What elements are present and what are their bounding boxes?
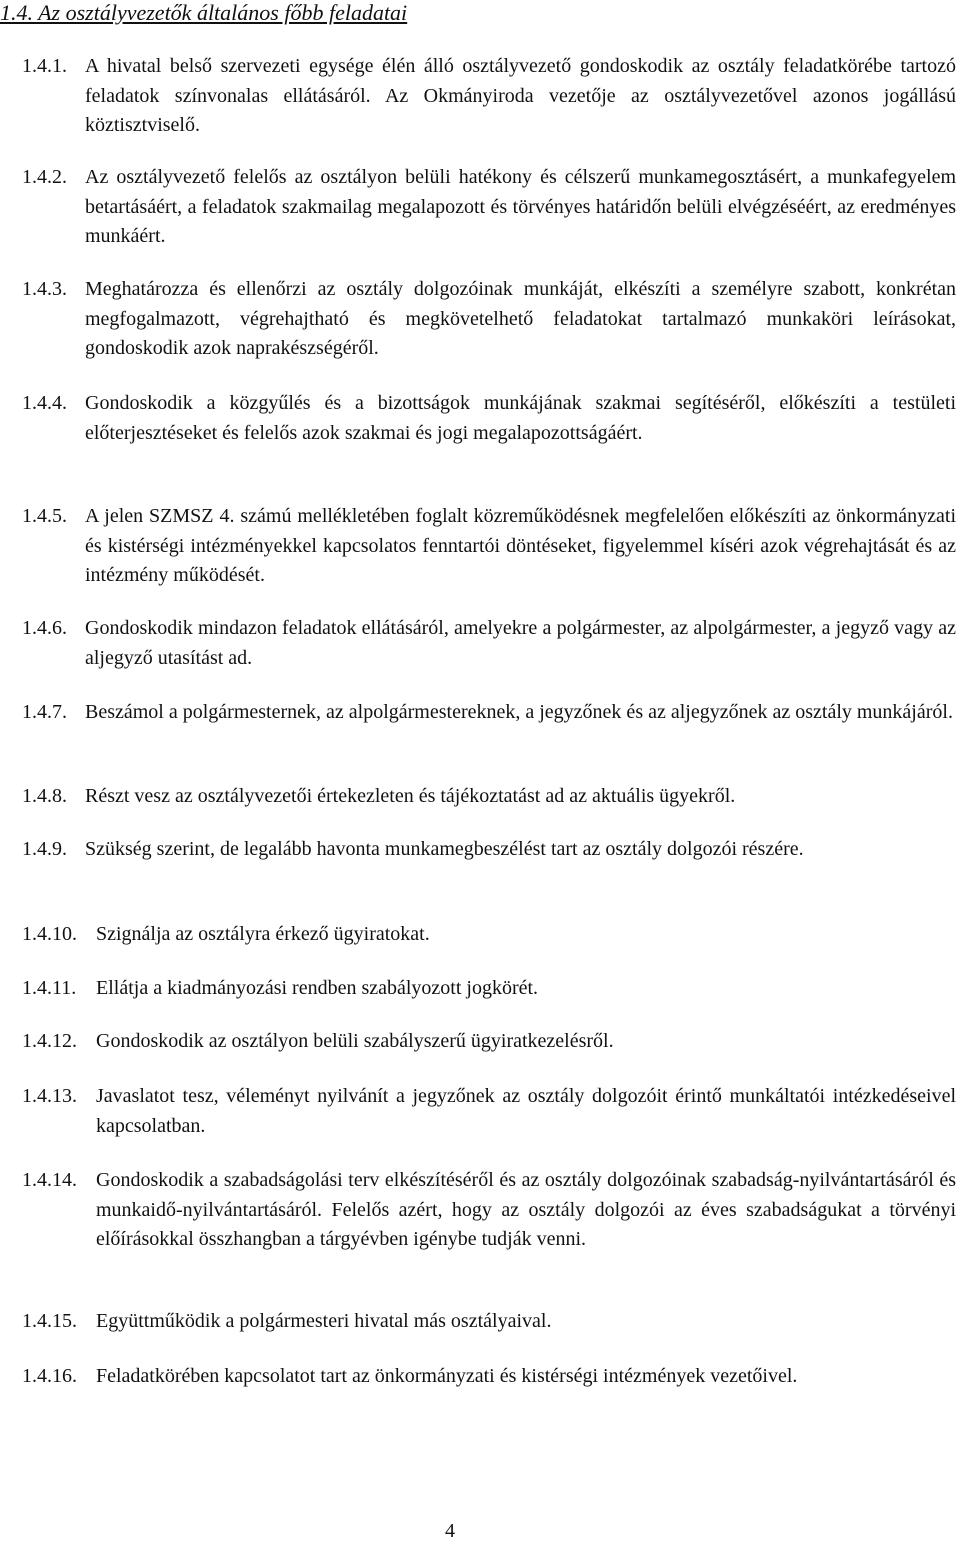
item-number: 1.4.15. xyxy=(22,1310,77,1332)
page-number: 4 xyxy=(445,1520,455,1542)
item-text: Gondoskodik az osztályon belüli szabályszerű ügyiratkezelésről. xyxy=(96,1030,614,1052)
item-number: 1.4.16. xyxy=(22,1365,77,1387)
item-number: 1.4.5. xyxy=(22,505,67,527)
list-item-1-4-14 xyxy=(22,1166,956,1255)
list-item-1-4-15 xyxy=(22,1307,956,1337)
list-item-1-4-16 xyxy=(22,1362,956,1392)
item-text: Szignálja az osztályra érkező ügyiratokat. xyxy=(96,923,430,945)
list-item-1-4-1 xyxy=(22,52,956,141)
item-number: 1.4.1. xyxy=(22,55,67,77)
item-number: 1.4.14. xyxy=(22,1169,77,1191)
list-item-1-4-10 xyxy=(22,920,956,950)
item-text: Beszámol a polgármesternek, az alpolgármestereknek, a jegyzőnek és az aljegyzőnek az osztály munkájáról. xyxy=(85,701,953,723)
item-text: Gondoskodik mindazon feladatok ellátásáról, amelyekre a polgármester, az alpolgármester, a jegyző vagy az aljegyző utasítást ad. xyxy=(85,617,956,669)
list-item-1-4-3 xyxy=(22,275,956,364)
list-item-1-4-9 xyxy=(22,835,956,865)
item-number: 1.4.10. xyxy=(22,923,77,945)
item-number: 1.4.2. xyxy=(22,166,67,188)
item-number: 1.4.6. xyxy=(22,617,67,639)
list-item-1-4-5 xyxy=(22,502,956,591)
item-text: Együttműködik a polgármesteri hivatal más osztályaival. xyxy=(96,1310,552,1332)
item-text: Az osztályvezető felelős az osztályon belüli hatékony és célszerű munkamegosztásért, a munkafegyelem betartásáért, a feladatok szakmailag megalapozott és törvényes határidőn belüli elvégzéséért, az eredményes munkáért. xyxy=(85,166,956,248)
item-text: Feladatkörében kapcsolatot tart az önkormányzati és kistérségi intézmények vezetőivel. xyxy=(96,1365,798,1387)
item-text: A jelen SZMSZ 4. számú mellékletében foglalt közreműködésnek megfelelően előkészíti az önkormányzati és kistérségi intézményekkel kapcsolatos fenntartói döntéseket, figyelemmel kíséri azok végrehajtását és az intézmény működését. xyxy=(85,505,956,587)
item-text: Javaslatot tesz, véleményt nyilvánít a jegyzőnek az osztály dolgozóit érintő munkáltatói intézkedéseivel kapcsolatban. xyxy=(96,1085,956,1137)
list-item-1-4-7 xyxy=(22,698,956,728)
list-item-1-4-4 xyxy=(22,389,956,448)
item-number: 1.4.8. xyxy=(22,785,67,807)
item-text: Gondoskodik a szabadságolási terv elkészítéséről és az osztály dolgozóinak szabadság-nyilvántartásáról és munkaidő-nyilvántartásáról. Felelős azért, hogy az osztály dolgozói az éves szabadságukat a törvényi előírásokkal összhangban a tárgyévben igénybe tudják venni. xyxy=(96,1169,956,1251)
section-heading: 1.4. Az osztályvezetők általános főbb feladatai xyxy=(0,0,408,25)
item-number: 1.4.7. xyxy=(22,701,67,723)
item-text: Gondoskodik a közgyűlés és a bizottságok munkájának szakmai segítéséről, előkészíti a testületi előterjesztéseket és felelős azok szakmai és jogi megalapozottságáért. xyxy=(85,392,956,444)
item-number: 1.4.3. xyxy=(22,278,67,300)
list-item-1-4-6 xyxy=(22,614,956,673)
list-item-1-4-8 xyxy=(22,782,956,812)
item-number: 1.4.9. xyxy=(22,838,67,860)
item-text: Meghatározza és ellenőrzi az osztály dolgozóinak munkáját, elkészíti a személyre szabott, konkrétan megfogalmazott, végrehajtható és megkövetelhető feladatokat tartalmazó munkaköri leírásokat, gondoskodik azok naprakészségéről. xyxy=(85,278,956,360)
item-text: A hivatal belső szervezeti egysége élén álló osztályvezető gondoskodik az osztály feladatkörébe tartozó feladatok színvonalas ellátásáról. Az Okmányiroda vezetője az osztályvezetővel azonos jogállású köztisztviselő. xyxy=(85,55,956,137)
item-number: 1.4.4. xyxy=(22,392,67,414)
item-text: Részt vesz az osztályvezetői értekezleten és tájékoztatást ad az aktuális ügyekről. xyxy=(85,785,736,807)
item-text: Szükség szerint, de legalább havonta munkamegbeszélést tart az osztály dolgozói részére. xyxy=(85,838,804,860)
list-item-1-4-12 xyxy=(22,1027,956,1057)
item-number: 1.4.13. xyxy=(22,1085,77,1107)
list-item-1-4-11 xyxy=(22,974,956,1004)
list-item-1-4-2 xyxy=(22,163,956,252)
item-text: Ellátja a kiadmányozási rendben szabályozott jogkörét. xyxy=(96,977,539,999)
item-number: 1.4.11. xyxy=(22,977,77,999)
list-item-1-4-13 xyxy=(22,1082,956,1141)
item-number: 1.4.12. xyxy=(22,1030,77,1052)
